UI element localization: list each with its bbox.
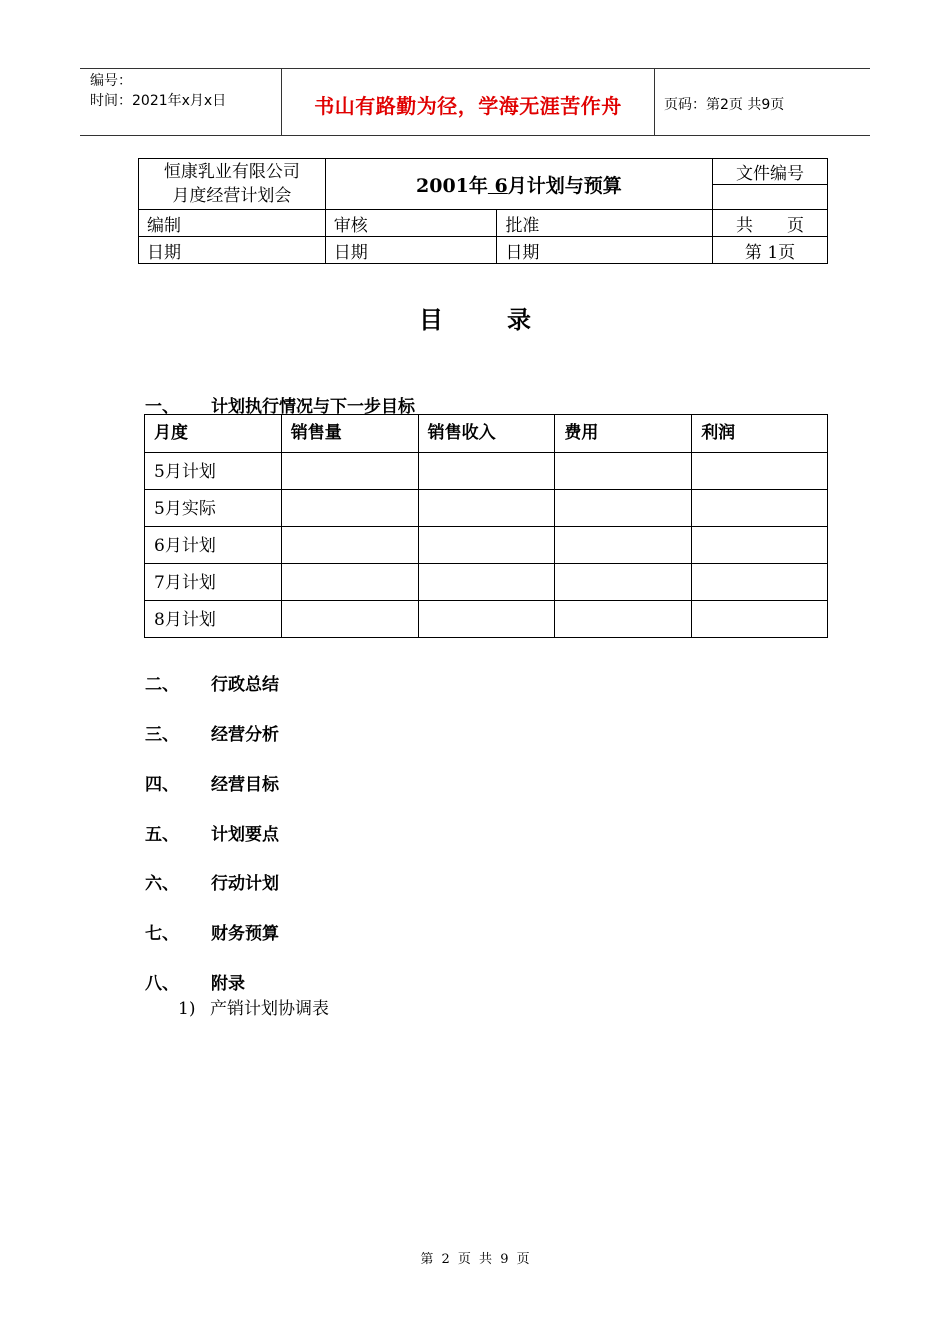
- section-number: 四、: [145, 775, 179, 795]
- month-cell: 6月计划: [145, 527, 282, 564]
- date-label-review: 日期: [325, 237, 497, 264]
- table-row: [145, 564, 828, 601]
- section-title: 经营目标: [211, 775, 279, 795]
- section-title: 附录: [211, 974, 245, 994]
- column-header: 费用: [555, 415, 692, 453]
- section-title: 行动计划: [211, 874, 279, 894]
- appendix-item-number: 1): [178, 999, 196, 1019]
- table-cell: [692, 601, 828, 638]
- toc-section-8: [145, 969, 245, 994]
- file-no-label: 文件编号: [713, 159, 828, 185]
- table-cell: [281, 564, 418, 601]
- appendix-item-title: 产销计划协调表: [210, 999, 329, 1019]
- toc-title-char-1: 目: [419, 306, 443, 334]
- table-cell: [281, 490, 418, 527]
- table-cell: [692, 490, 828, 527]
- table-cell: [692, 453, 828, 490]
- table-cell: [281, 601, 418, 638]
- table-cell: [281, 527, 418, 564]
- section-title: 计划要点: [211, 825, 279, 845]
- month-cell: 5月实际: [145, 490, 282, 527]
- page-number-label: 第 1页: [713, 237, 828, 264]
- section-title: 行政总结: [211, 675, 279, 695]
- appendix-item: [178, 994, 329, 1019]
- table-header-row: [145, 415, 828, 453]
- table-cell: [555, 601, 692, 638]
- section-number: 七、: [145, 924, 179, 944]
- header-top-rule: [80, 68, 870, 69]
- toc-section-4: [145, 770, 279, 795]
- company-name: 恒康乳业有限公司: [163, 162, 300, 182]
- table-cell: [692, 564, 828, 601]
- title-suffix: 月计划与预算: [507, 174, 622, 197]
- plan-execution-table: [144, 414, 828, 638]
- section-title: 财务预算: [211, 924, 279, 944]
- header-motto: 书山有路勤为径，学海无涯苦作舟: [314, 94, 622, 118]
- column-header: 销售量: [281, 415, 418, 453]
- file-no-value: [713, 185, 828, 210]
- column-header: 销售收入: [418, 415, 555, 453]
- header-divider-right: [654, 69, 655, 135]
- table-cell: [418, 564, 555, 601]
- section-number: 八、: [145, 974, 179, 994]
- column-header: 月度: [145, 415, 282, 453]
- date-label-compile: 日期: [139, 237, 326, 264]
- section-number: 六、: [145, 874, 179, 894]
- table-row: [145, 453, 828, 490]
- section-number: 五、: [145, 825, 179, 845]
- toc-section-2: [145, 670, 279, 695]
- table-cell: [555, 527, 692, 564]
- approve-label: 批准: [497, 210, 713, 237]
- table-cell: [692, 527, 828, 564]
- month-cell: 8月计划: [145, 601, 282, 638]
- header-meta: [90, 71, 226, 111]
- section-number: 三、: [145, 725, 179, 745]
- column-header: 利润: [692, 415, 828, 453]
- toc-section-7: [145, 919, 279, 944]
- time-label: 时间：2021年x月x日: [90, 93, 227, 109]
- toc-section-3: [145, 720, 279, 745]
- total-pages-label: 共 页: [713, 210, 828, 237]
- section-title: 计划执行情况与下一步目标: [211, 397, 415, 417]
- table-cell: [555, 564, 692, 601]
- title-prefix: 2001年: [416, 174, 488, 197]
- page-footer: 第 2 页 共 9 页: [420, 1252, 530, 1267]
- table-cell: [418, 601, 555, 638]
- toc-title: [0, 300, 950, 335]
- month-cell: 7月计划: [145, 564, 282, 601]
- toc-section-6: [145, 869, 279, 894]
- company-cell: [139, 159, 326, 210]
- section-number: 二、: [145, 675, 179, 695]
- date-label-approve: 日期: [497, 237, 713, 264]
- table-cell: [555, 490, 692, 527]
- header-bottom-rule: [80, 135, 870, 136]
- document-info-table: [138, 158, 828, 264]
- serial-label: 编号：: [90, 73, 132, 89]
- table-cell: [418, 527, 555, 564]
- review-label: 审核: [325, 210, 497, 237]
- table-cell: [555, 453, 692, 490]
- meeting-name: 月度经营计划会: [172, 186, 292, 206]
- table-row: [145, 490, 828, 527]
- table-cell: [418, 490, 555, 527]
- table-row: [145, 601, 828, 638]
- month-cell: 5月计划: [145, 453, 282, 490]
- toc-section-5: [145, 820, 279, 845]
- header-page-info: 页码：第2页 共9页: [664, 97, 785, 113]
- table-row: [145, 527, 828, 564]
- title-month: 6: [487, 174, 508, 197]
- compile-label: 编制: [139, 210, 326, 237]
- section-number: 一、: [145, 397, 179, 417]
- document-title: [325, 159, 712, 210]
- section-title: 经营分析: [211, 725, 279, 745]
- table-cell: [418, 453, 555, 490]
- toc-title-char-2: 录: [507, 306, 531, 334]
- table-cell: [281, 453, 418, 490]
